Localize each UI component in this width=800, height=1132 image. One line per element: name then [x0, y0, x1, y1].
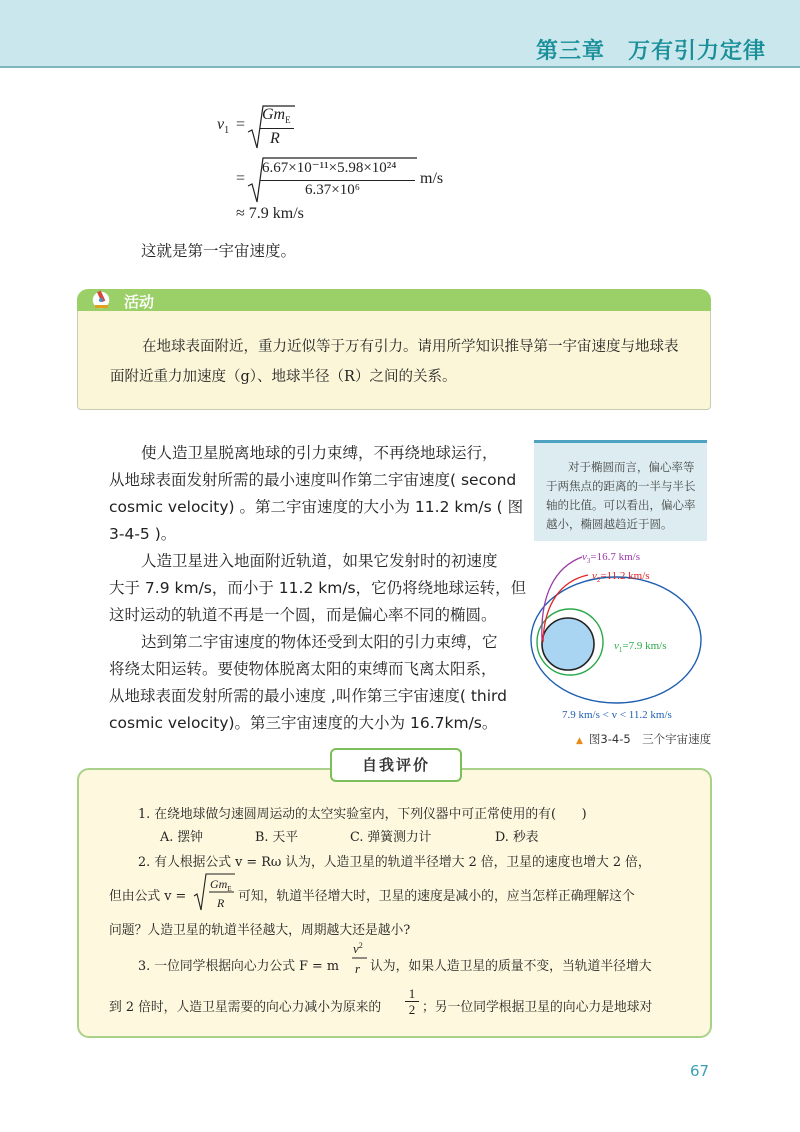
question-1: 1. 在绕地球做匀速圆周运动的太空实验室内，下列仪器中可正常使用的有( ) — [138, 807, 587, 822]
formula-equals-1: = — [236, 116, 246, 133]
formula-num1: $Gm_E$ — [262, 106, 291, 126]
question-2-line-2-start: 但由公式 v = — [109, 889, 187, 904]
formula-den2: 6.37×10⁶ — [305, 182, 360, 198]
svg-text:GmE: $Gm_E$ — [210, 877, 232, 893]
microscope-icon — [88, 286, 118, 314]
range-label: 7.9 km/s < v < 11.2 km/s — [562, 709, 672, 721]
activity-text: 在地球表面附近，重力近似等于万有引力。请用所学知识推导第一宇宙速度与地球表面附近重力加速度（g）、地球半径（R）之间的关系。 — [110, 339, 679, 385]
paragraph-line: 从地球表面发射所需的最小速度 ,叫作第三宇宙速度( third — [109, 687, 507, 705]
side-note-text: 对于椭圆而言，偏心率等于两焦点的距离的一半与半长轴的比值。可以看出，偏心率越小，椭圆越趋近于圆。 — [546, 460, 696, 531]
question-1-option-a: A. 摆钟 — [160, 830, 203, 845]
question-3-line-1-start: 3. 一位同学根据向心力公式 F = m — [138, 959, 339, 974]
paragraph-line: 达到第二宇宙速度的物体还受到太阳的引力束缚，它 — [141, 633, 498, 651]
formula-v1: $v_1$ — [217, 116, 230, 137]
v3-label: $v_3=16.7$ km/s — [582, 551, 640, 565]
formula-equals-2: = — [236, 170, 246, 187]
activity-header-bar — [77, 289, 711, 311]
question-3-line-1-end: 认为，如果人造卫星的质量不变，当轨道半径增大 — [370, 959, 652, 974]
svg-text:v2: $v^2$ — [353, 941, 363, 956]
fraction-bar-2 — [260, 180, 415, 181]
paragraph-line: 人造卫星进入地面附近轨道，如果它发射时的初速度 — [141, 552, 498, 570]
formula-num2: 6.67×10⁻¹¹×5.98×10²⁴ — [262, 160, 397, 176]
figure-caption-text: 图3-4-5 三个宇宙速度 — [588, 732, 712, 746]
formula-result: ≈ 7.9 km/s — [236, 205, 304, 222]
formula-unit: m/s — [420, 170, 444, 187]
svg-text:R: R — [217, 896, 225, 910]
paragraph-line: 大于 7.9 km/s，而小于 11.2 km/s，它仍将绕地球运转，但 — [109, 579, 527, 597]
v1-label: $v_1=7.9$ km/s — [614, 640, 667, 654]
question-2-line-1: 2. 有人根据公式 v = Rω 认为，人造卫星的轨道半径增大 2 倍，卫星的速度也增大 2 倍， — [138, 855, 651, 870]
chapter-title: 第三章 万有引力定律 — [535, 39, 766, 64]
fraction-denominator: 2 — [408, 1002, 416, 1017]
question-2-line-2-end: 可知，轨道半径增大时，卫星的速度是减小的，应当怎样正确理解这个 — [238, 889, 635, 904]
header-divider — [0, 66, 800, 68]
figure-caption — [576, 731, 711, 747]
question-1-option-d: D. 秒表 — [495, 830, 539, 845]
question-2-line-3: 问题？人造卫星的轨道半径越大，周期越大还是越小? — [109, 923, 411, 938]
paragraph-line: 这时运动的轨道不再是一个圆，而是偏心率不同的椭圆。 — [109, 606, 497, 624]
paragraph-third-cosmic-velocity — [109, 629, 521, 737]
paragraph-elliptical-orbit — [109, 548, 527, 629]
paragraph-line: cosmic velocity)。第三宇宙速度的大小为 16.7km/s。 — [109, 714, 498, 732]
paragraph-line: 从地球表面发射所需的最小速度叫作第二宇宙速度( second — [109, 471, 517, 489]
question-3-line-2-start: 到 2 倍时，人造卫星需要的向心力减小为原来的 — [109, 1000, 382, 1015]
paragraph-line: 使人造卫星脱离地球的引力束缚，不再绕地球运行， — [141, 444, 498, 462]
cosmic-velocity-figure — [530, 545, 715, 725]
paragraph-line: cosmic velocity) 。第二宇宙速度的大小为 11.2 km/s ( 图 — [109, 498, 524, 516]
formula-den1: R — [270, 130, 280, 147]
paragraph-line: 3-4-5 )。 — [109, 525, 177, 543]
question-1-option-c: C. 弹簧测力计 — [350, 830, 432, 845]
fraction-v2-over-r-icon — [350, 937, 370, 979]
activity-title: 活动 — [124, 293, 155, 311]
fraction-one-half — [405, 986, 419, 1017]
self-assessment-title: 自我评价 — [330, 748, 462, 782]
paragraph-second-cosmic-velocity — [109, 440, 524, 548]
question-1-option-b: B. 天平 — [255, 830, 299, 845]
page-number: 67 — [690, 1062, 710, 1080]
conclusion-text: 这就是第一宇宙速度。 — [141, 242, 297, 260]
svg-text:r: r — [355, 961, 361, 976]
triangle-icon: ▲ — [576, 736, 583, 746]
fraction-bar-1 — [260, 128, 294, 129]
question-3-line-2-end: ；另一位同学根据卫星的向心力是地球对 — [422, 1000, 653, 1015]
radical-q2-icon — [192, 872, 236, 914]
earth — [542, 618, 594, 670]
v2-label: $v_2=11.2$ km/s — [592, 570, 650, 584]
fraction-numerator: 1 — [405, 986, 419, 1002]
paragraph-line: 将绕太阳运转。要使物体脱离太阳的束缚而飞离太阳系， — [109, 660, 497, 678]
